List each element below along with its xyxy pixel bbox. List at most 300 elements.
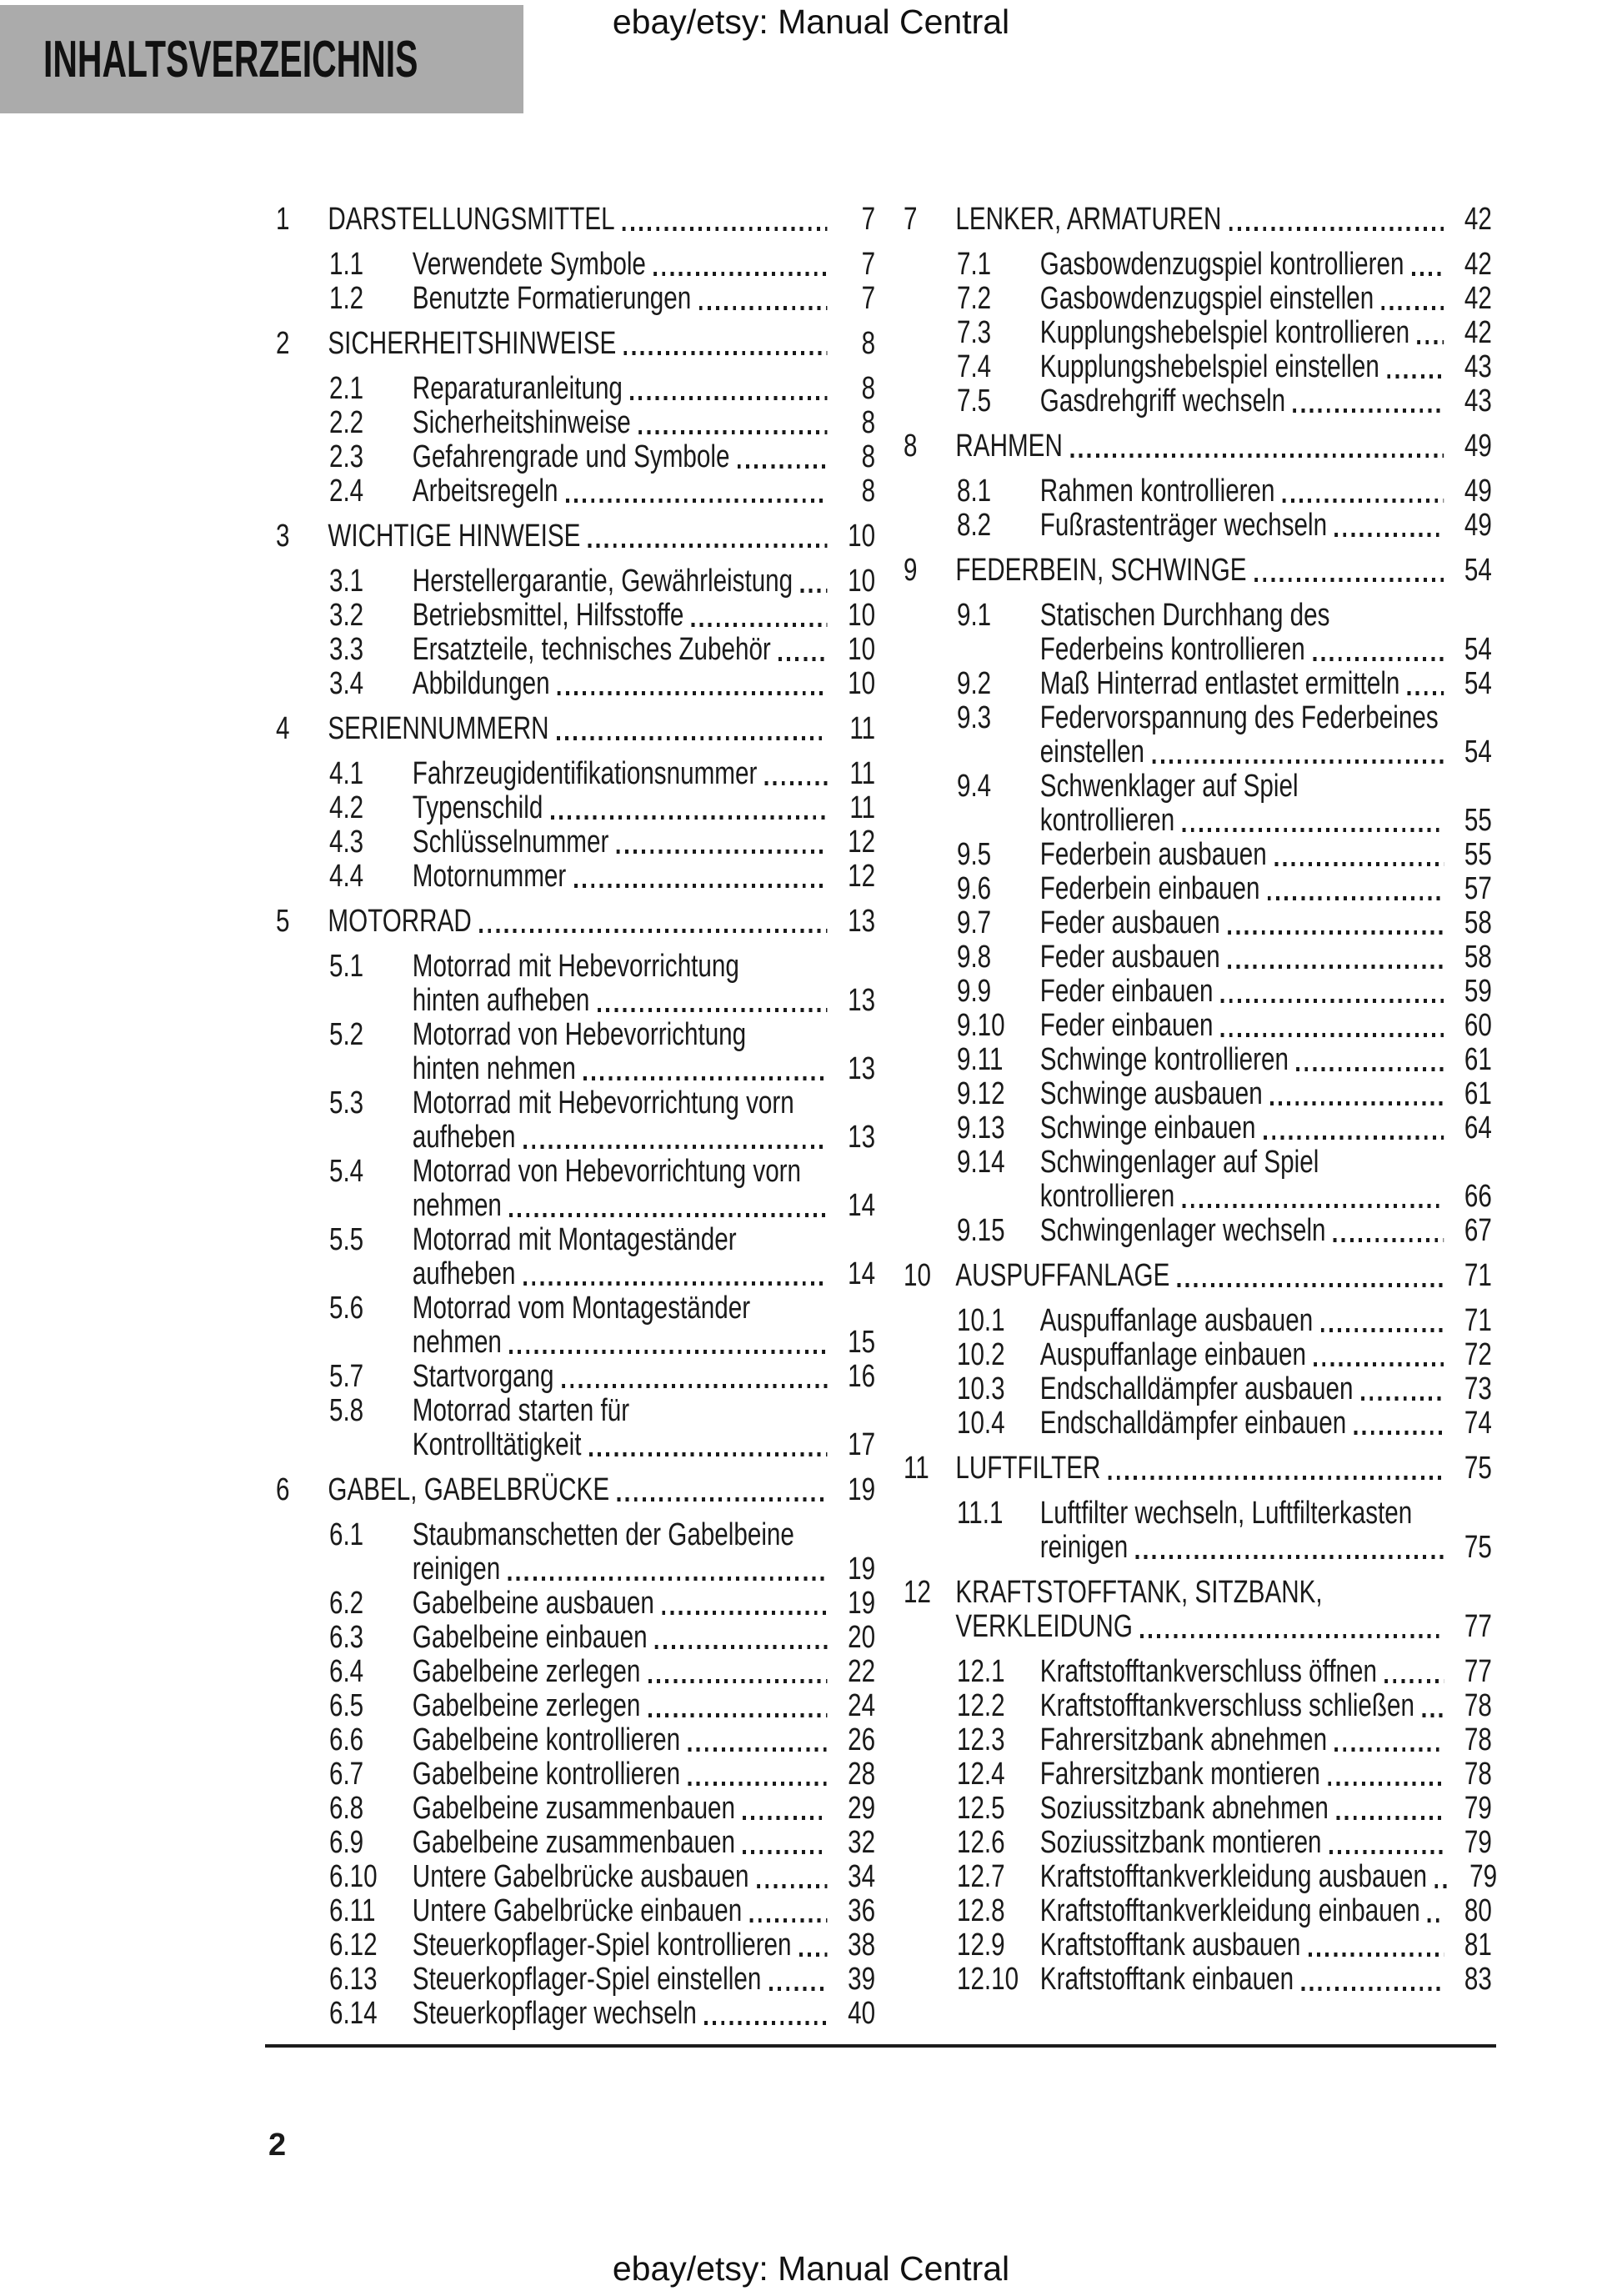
toc-section-row — [276, 1291, 875, 1360]
toc-section-row — [904, 1894, 1492, 1928]
toc-entry-last-line — [328, 203, 875, 237]
toc-entry-number: 1.1 — [328, 247, 364, 282]
toc-section-row — [276, 282, 875, 316]
toc-entry-title: Kraftstofftankverschluss schließen — [1039, 1688, 1414, 1723]
toc-entry-page: 74 — [1464, 1406, 1492, 1441]
toc-section-row — [904, 770, 1492, 838]
toc-section-row — [276, 1086, 875, 1155]
toc-section-row — [276, 1360, 875, 1394]
toc-entry-page: 7 — [861, 281, 876, 316]
toc-section-row — [904, 975, 1492, 1009]
toc-entry-last-line — [955, 429, 1491, 464]
toc-entry-body — [1040, 975, 1492, 1009]
dots-leader — [617, 1497, 827, 1501]
dots-leader — [508, 1577, 828, 1581]
toc-entry-page: 13 — [848, 1051, 876, 1086]
toc-entry-title-line: Motorrad von Hebevorrichtung — [412, 1017, 747, 1052]
toc-entry-last-line — [1040, 906, 1492, 940]
toc-entry-number: 9.14 — [956, 1145, 1005, 1180]
toc-section-row — [904, 1689, 1492, 1723]
toc-entry-number: 6.3 — [328, 1620, 364, 1655]
toc-section-row — [276, 1621, 875, 1655]
toc-entry-page: 32 — [848, 1825, 876, 1860]
toc-entry-number: 3.3 — [328, 632, 364, 667]
toc-chapter-row — [276, 203, 875, 237]
toc-entry-number: 6.6 — [328, 1722, 364, 1757]
page-number: 2 — [268, 2128, 287, 2163]
toc-entry-page: 42 — [1464, 315, 1492, 350]
toc-entry-page: 10 — [848, 666, 876, 701]
toc-entry-title: FEDERBEIN, SCHWINGE — [955, 553, 1247, 588]
dots-leader — [574, 884, 828, 888]
toc-section-row — [904, 701, 1492, 770]
toc-entry-number: 12.6 — [956, 1825, 1005, 1860]
toc-entry-page: 58 — [1464, 905, 1492, 940]
toc-chapter-row — [904, 203, 1492, 237]
toc-entry-page: 73 — [1464, 1371, 1492, 1406]
toc-entry-last-line — [328, 712, 875, 746]
toc-entry-number: 7.4 — [956, 349, 992, 384]
toc-section-row — [904, 474, 1492, 509]
toc-entry-last-line — [413, 440, 875, 474]
toc-section-row — [904, 248, 1492, 282]
toc-entry-body — [328, 203, 875, 237]
toc-entry-title: RAHMEN — [955, 429, 1063, 464]
dots-leader — [557, 736, 828, 740]
toc-entry-page: 13 — [848, 983, 876, 1018]
toc-entry-page: 54 — [1464, 734, 1492, 770]
toc-entry-last-line — [1040, 1757, 1492, 1792]
toc-entry-last-line — [1040, 1963, 1492, 1997]
toc-entry-last-line — [1040, 316, 1492, 350]
toc-entry-page: 79 — [1464, 1791, 1492, 1826]
toc-entry-title: Gabelbeine zusammenbauen — [412, 1791, 736, 1826]
toc-entry-last-line — [1040, 804, 1492, 838]
toc-entry-page: 8 — [861, 439, 876, 474]
toc-entry-body — [413, 757, 875, 791]
toc-section-row — [904, 316, 1492, 350]
toc-entry-number: 9.2 — [956, 666, 992, 701]
dots-leader — [523, 1281, 828, 1286]
toc-entry-title: Gabelbeine zerlegen — [412, 1654, 641, 1689]
toc-entry-title: aufheben — [412, 1120, 516, 1155]
dots-leader — [1254, 578, 1444, 582]
toc-entry-title: Arbeitsregeln — [412, 474, 558, 509]
dots-leader — [1264, 1135, 1444, 1140]
dots-leader — [1283, 499, 1444, 503]
toc-entry-body — [955, 203, 1491, 237]
toc-entry-page: 8 — [861, 326, 876, 361]
toc-section-row — [276, 1826, 875, 1860]
toc-entry-body — [413, 1963, 875, 1997]
toc-section-row — [276, 1155, 875, 1223]
toc-entry-last-line — [1039, 1859, 1498, 1894]
toc-entry-title: Soziussitzbank abnehmen — [1039, 1791, 1329, 1826]
dots-leader — [648, 1679, 828, 1683]
toc-entry-page: 7 — [861, 247, 876, 282]
toc-entry-last-line — [1040, 975, 1492, 1009]
toc-entry-title: Federbein einbauen — [1039, 871, 1260, 906]
toc-entry-number: 7 — [904, 202, 918, 237]
toc-entry-title-line: Motorrad mit Hebevorrichtung — [412, 949, 739, 984]
dots-leader — [1136, 1555, 1444, 1559]
toc-entry-body — [1040, 770, 1492, 838]
toc-section-row — [276, 667, 875, 701]
toc-entry-title: Steuerkopflager wechseln — [412, 1996, 697, 2031]
toc-entry-number: 6.12 — [328, 1928, 378, 1963]
toc-section-row — [276, 474, 875, 509]
toc-entry-body — [328, 327, 875, 361]
toc-entry-body — [955, 1451, 1491, 1486]
toc-entry-page: 29 — [848, 1791, 876, 1826]
toc-entry-last-line — [955, 203, 1491, 237]
toc-entry-page: 13 — [848, 904, 876, 939]
toc-entry-page: 60 — [1464, 1008, 1492, 1043]
toc-section-row — [276, 1860, 875, 1894]
toc-entry-title: Federbein ausbauen — [1039, 837, 1267, 872]
toc-entry-last-line — [1040, 1009, 1492, 1043]
toc-entry-last-line — [1040, 384, 1492, 419]
toc-entry-page: 10 — [848, 564, 876, 599]
toc-section-row — [904, 1111, 1492, 1145]
toc-entry-number: 4.1 — [328, 756, 364, 791]
toc-entry-number: 5.8 — [328, 1393, 364, 1428]
toc-entry-number: 9.3 — [956, 700, 992, 735]
toc-entry-title: Feder einbauen — [1039, 974, 1214, 1009]
toc-entry-body — [413, 599, 875, 633]
toc-entry-number: 7.3 — [956, 315, 992, 350]
toc-entry-number: 7.1 — [956, 247, 992, 282]
toc-entry-body — [413, 1757, 875, 1792]
toc-entry-title: Endschalldämpfer einbauen — [1039, 1406, 1347, 1441]
toc-entry-title: Verwendete Symbole — [412, 247, 646, 282]
dots-leader — [1335, 1747, 1444, 1752]
toc-section-row — [904, 1655, 1492, 1689]
toc-entry-number: 9.4 — [956, 769, 992, 804]
toc-entry-last-line — [1040, 633, 1492, 667]
toc-entry-title: Abbildungen — [412, 666, 550, 701]
toc-entry-number: 5 — [276, 904, 290, 939]
toc-entry-body — [413, 1291, 875, 1360]
toc-section-row — [904, 1859, 1498, 1894]
toc-section-row — [904, 1009, 1492, 1043]
toc-entry-last-line — [413, 474, 875, 509]
toc-section-row — [904, 838, 1492, 872]
dots-leader — [648, 1713, 828, 1717]
toc-entry-body — [413, 791, 875, 825]
toc-entry-number: 8 — [904, 429, 918, 464]
dots-leader — [1183, 1204, 1444, 1208]
toc-entry-body — [413, 474, 875, 509]
dots-leader — [750, 1918, 828, 1923]
toc-entry-title: reinigen — [412, 1552, 501, 1587]
dots-leader — [551, 815, 828, 820]
toc-entry-page: 36 — [848, 1893, 876, 1928]
toc-entry-title: Benutzte Formatierungen — [412, 281, 692, 316]
toc-entry-number: 9 — [904, 553, 918, 588]
toc-entry-page: 15 — [848, 1325, 876, 1360]
toc-entry-title: Kraftstofftankverkleidung einbauen — [1039, 1893, 1420, 1928]
toc-section-row — [276, 440, 875, 474]
toc-entry-number: 5.4 — [328, 1154, 364, 1189]
toc-entry-last-line — [413, 1792, 875, 1826]
toc-entry-last-line — [413, 1757, 875, 1792]
dots-leader — [1270, 1101, 1444, 1105]
toc-entry-body — [1040, 509, 1492, 543]
toc-entry-title: Gasbowdenzugspiel kontrollieren — [1039, 247, 1404, 282]
toc-entry-last-line — [413, 1655, 875, 1689]
toc-entry-last-line — [1040, 1111, 1492, 1145]
toc-entry-last-line — [413, 1189, 875, 1223]
toc-entry-body — [413, 372, 875, 406]
dots-leader — [1412, 272, 1444, 276]
toc-entry-last-line — [1040, 1180, 1492, 1214]
dots-leader — [1294, 409, 1444, 413]
toc-entry-body — [955, 554, 1491, 588]
toc-entry-page: 57 — [1464, 871, 1492, 906]
toc-entry-number: 9.1 — [956, 598, 992, 633]
toc-entry-title: Kontrolltätigkeit — [412, 1427, 582, 1462]
dots-leader — [630, 396, 827, 400]
toc-section-row — [276, 633, 875, 667]
toc-section-row — [276, 1792, 875, 1826]
toc-entry-last-line — [413, 1860, 875, 1894]
toc-entry-number: 9.12 — [956, 1076, 1005, 1111]
toc-entry-title: Untere Gabelbrücke einbauen — [412, 1893, 743, 1928]
toc-entry-body — [1040, 1894, 1492, 1928]
toc-entry-title: Herstellergarantie, Gewährleistung — [412, 564, 793, 599]
toc-entry-body — [1040, 384, 1492, 419]
toc-entry-number: 8.2 — [956, 508, 992, 543]
dots-leader — [588, 544, 828, 548]
toc-entry-body — [328, 712, 875, 746]
toc-entry-page: 49 — [1464, 508, 1492, 543]
toc-entry-number: 12.1 — [956, 1654, 1005, 1689]
toc-entry-body — [413, 667, 875, 701]
toc-entry-body — [413, 860, 875, 894]
toc-entry-last-line — [413, 825, 875, 860]
toc-entry-number: 8.1 — [956, 474, 992, 509]
toc-entry-title: Typenschild — [412, 790, 543, 825]
dots-leader — [1334, 533, 1444, 537]
toc-entry-title: nehmen — [412, 1188, 502, 1223]
toc-entry-number: 9.15 — [956, 1213, 1005, 1248]
toc-entry-body — [413, 1518, 875, 1587]
toc-entry-page: 71 — [1464, 1303, 1492, 1338]
toc-entry-title-line: Motorrad von Hebevorrichtung vorn — [412, 1154, 802, 1189]
toc-section-row — [904, 1496, 1492, 1565]
toc-entry-number: 12.4 — [956, 1757, 1005, 1792]
toc-entry-body — [1040, 1043, 1492, 1077]
toc-entry-body — [1040, 1338, 1492, 1372]
toc-entry-page: 16 — [848, 1359, 876, 1394]
toc-section-row — [904, 872, 1492, 906]
toc-entry-title: Gabelbeine zusammenbauen — [412, 1825, 736, 1860]
toc-entry-body — [413, 1155, 875, 1223]
toc-entry-number: 6.2 — [328, 1586, 364, 1621]
toc-entry-page: 75 — [1464, 1451, 1492, 1486]
toc-entry-page: 78 — [1464, 1688, 1492, 1723]
toc-entry-body — [1040, 1928, 1492, 1963]
toc-entry-number: 2.4 — [328, 474, 364, 509]
toc-entry-number: 7.2 — [956, 281, 992, 316]
dots-leader — [1313, 657, 1444, 661]
toc-entry-last-line — [1040, 1304, 1492, 1338]
toc-entry-title: Sicherheitshinweise — [412, 405, 631, 440]
toc-entry-body — [1039, 1859, 1498, 1894]
toc-entry-body — [1040, 701, 1492, 770]
toc-entry-last-line — [413, 1120, 875, 1155]
toc-entry-number: 6.14 — [328, 1996, 378, 2031]
toc-entry-number: 3.1 — [328, 564, 364, 599]
toc-entry-last-line — [1040, 1792, 1492, 1826]
toc-section-row — [904, 667, 1492, 701]
toc-entry-body — [1040, 282, 1492, 316]
dots-leader — [509, 1350, 827, 1354]
toc-entry-body — [413, 1928, 875, 1963]
toc-entry-last-line — [955, 554, 1491, 588]
toc-entry-last-line — [1040, 838, 1492, 872]
toc-entry-last-line — [413, 1360, 875, 1394]
toc-entry-body — [1040, 1145, 1492, 1214]
toc-entry-number: 9.9 — [956, 974, 992, 1009]
toc-entry-page: 10 — [848, 632, 876, 667]
toc-column-right-content — [904, 202, 1498, 1997]
toc-entry-body — [413, 406, 875, 440]
toc-entry-title: Soziussitzbank montieren — [1039, 1825, 1322, 1860]
toc-entry-title: Endschalldämpfer ausbauen — [1039, 1371, 1354, 1406]
toc-entry-title: Kupplungshebelspiel einstellen — [1039, 349, 1379, 384]
dots-leader — [662, 1611, 827, 1615]
toc-entry-page: 19 — [848, 1586, 876, 1621]
toc-entry-page: 80 — [1464, 1893, 1492, 1928]
dots-leader — [1422, 1713, 1444, 1717]
dots-leader — [523, 1145, 828, 1149]
toc-entry-title: Auspuffanlage ausbauen — [1039, 1303, 1314, 1338]
toc-entry-title: Schwinge ausbauen — [1039, 1076, 1263, 1111]
toc-entry-title: LUFTFILTER — [955, 1451, 1101, 1486]
toc-entry-body — [413, 1086, 875, 1155]
toc-entry-title: Steuerkopflager-Spiel einstellen — [412, 1962, 762, 1997]
toc-section-row — [904, 1077, 1492, 1111]
toc-entry-last-line — [413, 1928, 875, 1963]
toc-entry-number: 9.10 — [956, 1008, 1005, 1043]
toc-entry-title: Rahmen kontrollieren — [1039, 474, 1275, 509]
toc-entry-title: Gabelbeine kontrollieren — [412, 1757, 681, 1792]
toc-entry-last-line — [328, 327, 875, 361]
dots-leader — [699, 306, 828, 310]
toc-entry-page: 17 — [848, 1427, 876, 1462]
dots-leader — [1314, 1362, 1444, 1366]
toc-section-row — [276, 1963, 875, 1997]
toc-entry-number: 12.3 — [956, 1722, 1005, 1757]
toc-entry-number: 12.8 — [956, 1893, 1005, 1928]
toc-entry-body — [955, 1576, 1491, 1644]
toc-entry-body — [413, 564, 875, 599]
toc-entry-number: 2.2 — [328, 405, 364, 440]
dots-leader — [1408, 691, 1444, 695]
dots-leader — [1384, 1679, 1444, 1683]
toc-entry-body — [413, 633, 875, 667]
dots-leader — [1434, 1884, 1449, 1888]
dots-leader — [598, 1008, 828, 1012]
dots-leader — [589, 1452, 828, 1456]
toc-entry-title: WICHTIGE HINWEISE — [328, 519, 581, 554]
toc-section-row — [904, 509, 1492, 543]
toc-section-row — [276, 1394, 875, 1462]
toc-entry-last-line — [328, 519, 875, 554]
toc-entry-body — [328, 1473, 875, 1507]
dots-leader — [1382, 306, 1444, 310]
toc-entry-page: 42 — [1464, 247, 1492, 282]
toc-entry-body — [413, 950, 875, 1018]
toc-entry-number: 10 — [904, 1258, 931, 1293]
toc-section-row — [276, 1518, 875, 1587]
toc-entry-title: Fahrersitzbank montieren — [1039, 1757, 1320, 1792]
toc-entry-last-line — [1040, 1655, 1492, 1689]
toc-entry-title-line: Motorrad starten für — [412, 1393, 630, 1428]
toc-section-row — [904, 1792, 1492, 1826]
toc-column-left — [276, 192, 875, 2031]
toc-entry-title: Untere Gabelbrücke ausbauen — [412, 1859, 749, 1894]
toc-entry-last-line — [1040, 940, 1492, 975]
toc-entry-title: Kraftstofftankverkleidung ausbauen — [1039, 1859, 1427, 1894]
toc-entry-last-line — [1040, 667, 1492, 701]
toc-entry-body — [413, 1860, 875, 1894]
toc-entry-body — [413, 1223, 875, 1291]
toc-entry-number: 6.7 — [328, 1757, 364, 1792]
toc-entry-page: 20 — [848, 1620, 876, 1655]
toc-entry-page: 49 — [1464, 429, 1492, 464]
toc-entry-page: 54 — [1464, 632, 1492, 667]
toc-entry-title: Betriebsmittel, Hilfsstoffe — [412, 598, 684, 633]
toc-entry-body — [955, 1259, 1491, 1293]
dots-leader — [1221, 999, 1444, 1003]
toc-section-row — [904, 1145, 1492, 1214]
toc-entry-page: 61 — [1464, 1042, 1492, 1077]
header-doc-title: ebay/etsy: Manual Central — [612, 3, 1010, 41]
toc-entry-body — [1040, 1111, 1492, 1145]
toc-entry-number: 4.3 — [328, 825, 364, 860]
toc-entry-body — [413, 1621, 875, 1655]
toc-section-row — [904, 384, 1492, 419]
toc-heading: INHALTSVERZEICHNIS — [43, 30, 418, 88]
toc-entry-body — [413, 1360, 875, 1394]
toc-entry-number: 3.2 — [328, 598, 364, 633]
toc-section-row — [276, 564, 875, 599]
toc-entry-last-line — [413, 1894, 875, 1928]
toc-entry-title: Fahrersitzbank abnehmen — [1039, 1722, 1328, 1757]
toc-entry-page: 42 — [1464, 281, 1492, 316]
dots-leader — [479, 929, 827, 933]
toc-entry-body — [413, 1792, 875, 1826]
toc-entry-title: Ersatzteile, technisches Zubehör — [412, 632, 771, 667]
toc-entry-body — [328, 905, 875, 939]
toc-entry-page: 49 — [1464, 474, 1492, 509]
toc-entry-body — [1040, 838, 1492, 872]
dots-leader — [1387, 374, 1444, 378]
toc-entry-title: Motornummer — [412, 859, 567, 894]
dots-leader — [566, 499, 828, 503]
dots-leader — [1070, 454, 1444, 458]
toc-entry-last-line — [1040, 350, 1492, 384]
toc-entry-body — [1040, 1723, 1492, 1757]
toc-entry-number: 9.13 — [956, 1110, 1005, 1145]
toc-entry-page: 24 — [848, 1688, 876, 1723]
toc-entry-last-line — [1040, 1406, 1492, 1441]
toc-entry-title: Schlüsselnummer — [412, 825, 609, 860]
toc-entry-body — [413, 1894, 875, 1928]
